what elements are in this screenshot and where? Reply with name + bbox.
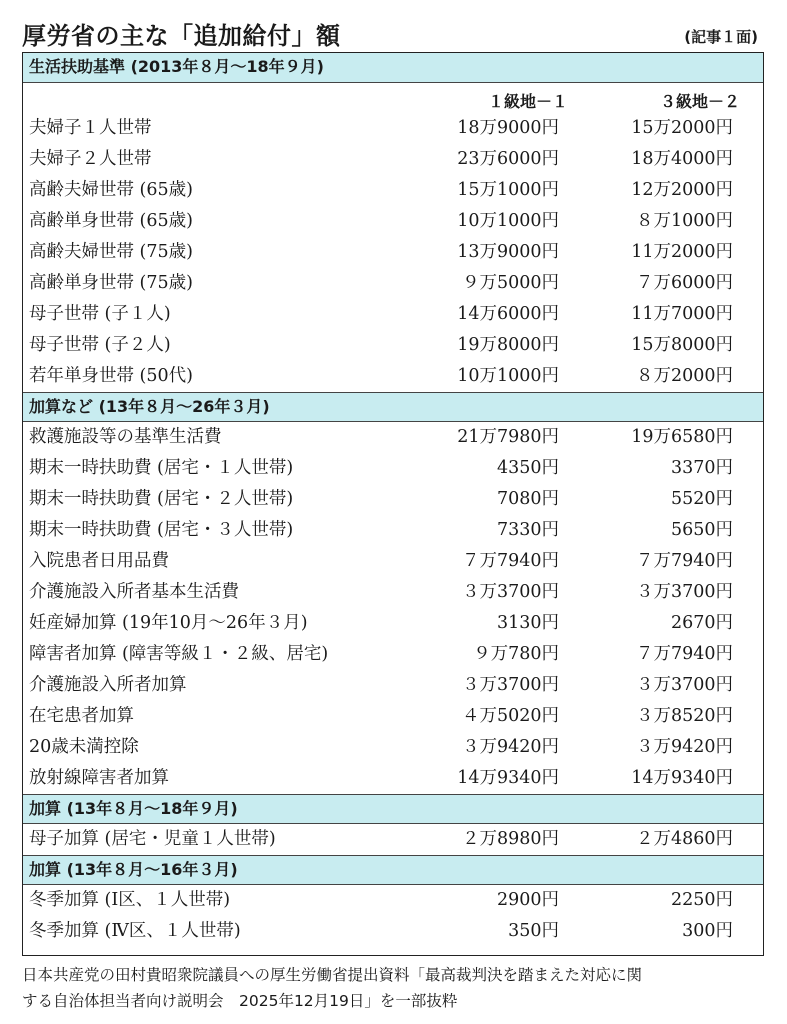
benefit-table bbox=[22, 52, 764, 956]
value-grade-3-2: ８万1000円 bbox=[635, 211, 733, 231]
value-grade-3-2: ７万7940円 bbox=[635, 551, 733, 571]
page-title: 厚労省の主な「追加給付」額 bbox=[22, 22, 341, 50]
table-row bbox=[23, 144, 763, 175]
value-grade-3-2: 3370円 bbox=[670, 458, 733, 478]
value-grade-3-2: 2670円 bbox=[670, 613, 733, 633]
value-grade-1-1: 18万9000円 bbox=[457, 118, 559, 138]
value-grade-3-2: 14万9340円 bbox=[631, 768, 733, 788]
value-grade-1-1: 3130円 bbox=[496, 613, 559, 633]
value-grade-1-1: ３万3700円 bbox=[461, 582, 559, 602]
table-row bbox=[23, 175, 763, 206]
table-row bbox=[23, 701, 763, 732]
value-grade-1-1: 13万9000円 bbox=[457, 242, 559, 262]
table-row bbox=[23, 422, 763, 453]
row-label: 介護施設入所者基本生活費 bbox=[29, 582, 239, 602]
value-grade-1-1: 350円 bbox=[508, 921, 559, 941]
value-grade-3-2: ３万9420円 bbox=[635, 737, 733, 757]
table-row bbox=[23, 763, 763, 794]
article-reference: (記事１面) bbox=[684, 28, 758, 46]
value-grade-1-1: 14万6000円 bbox=[457, 304, 559, 324]
row-label: 高齢単身世帯 (75歳) bbox=[29, 273, 193, 293]
row-label: 介護施設入所者加算 bbox=[29, 675, 187, 695]
value-grade-3-2: ２万4860円 bbox=[635, 829, 733, 849]
value-grade-3-2: 12万2000円 bbox=[631, 180, 733, 200]
row-label: 救護施設等の基準生活費 bbox=[29, 427, 222, 447]
value-grade-1-1: 23万6000円 bbox=[457, 149, 559, 169]
value-grade-1-1: 10万1000円 bbox=[457, 366, 559, 386]
table-row bbox=[23, 608, 763, 639]
row-label: 期末一時扶助費 (居宅・２人世帯) bbox=[29, 489, 294, 509]
section-heading: 加算など (13年８月～26年３月) bbox=[23, 392, 763, 422]
value-grade-3-2: 5650円 bbox=[670, 520, 733, 540]
value-grade-1-1: 10万1000円 bbox=[457, 211, 559, 231]
value-grade-3-2: 5520円 bbox=[670, 489, 733, 509]
value-grade-3-2: ８万2000円 bbox=[635, 366, 733, 386]
row-label: 高齢夫婦世帯 (75歳) bbox=[29, 242, 193, 262]
table-row bbox=[23, 824, 763, 855]
row-label: 若年単身世帯 (50代) bbox=[29, 366, 193, 386]
value-grade-1-1: ３万9420円 bbox=[461, 737, 559, 757]
column-header: １級地－１ bbox=[487, 92, 568, 111]
row-label: 夫婦子２人世帯 bbox=[29, 149, 152, 169]
row-label: 期末一時扶助費 (居宅・１人世帯) bbox=[29, 458, 294, 478]
value-grade-3-2: ３万8520円 bbox=[635, 706, 733, 726]
row-label: 母子加算 (居宅・児童１人世帯) bbox=[29, 829, 276, 849]
row-label: 在宅患者加算 bbox=[29, 706, 134, 726]
value-grade-3-2: 2250円 bbox=[670, 890, 733, 910]
table-row bbox=[23, 732, 763, 763]
row-label: 冬季加算 (Ⅳ区、１人世帯) bbox=[29, 921, 241, 941]
value-grade-3-2: 18万4000円 bbox=[631, 149, 733, 169]
value-grade-1-1: 21万7980円 bbox=[457, 427, 559, 447]
source-note bbox=[22, 962, 772, 1014]
value-grade-1-1: ３万3700円 bbox=[461, 675, 559, 695]
value-grade-1-1: ４万5020円 bbox=[461, 706, 559, 726]
value-grade-3-2: 19万6580円 bbox=[631, 427, 733, 447]
table-row bbox=[23, 299, 763, 330]
source-note-line-2: する自治体担当者向け説明会 2025年12月19日」を一部抜粋 bbox=[22, 992, 458, 1010]
value-grade-1-1: 19万8000円 bbox=[457, 335, 559, 355]
value-grade-3-2: ３万3700円 bbox=[635, 582, 733, 602]
value-grade-1-1: ９万5000円 bbox=[461, 273, 559, 293]
row-label: 20歳未満控除 bbox=[29, 737, 139, 757]
row-label: 高齢単身世帯 (65歳) bbox=[29, 211, 193, 231]
table-row bbox=[23, 546, 763, 577]
value-grade-3-2: 300円 bbox=[682, 921, 733, 941]
source-note-line-1: 日本共産党の田村貴昭衆院議員への厚生労働省提出資料「最高裁判決を踏まえた対応に関 bbox=[22, 966, 643, 984]
value-grade-3-2: 15万2000円 bbox=[631, 118, 733, 138]
row-label: 母子世帯 (子２人) bbox=[29, 335, 171, 355]
row-label: 妊産婦加算 (19年10月～26年３月) bbox=[29, 613, 308, 633]
table-row bbox=[23, 330, 763, 361]
value-grade-1-1: ２万8980円 bbox=[461, 829, 559, 849]
value-grade-1-1: 4350円 bbox=[496, 458, 559, 478]
row-label: 障害者加算 (障害等級１・２級、居宅) bbox=[29, 644, 329, 664]
header bbox=[22, 14, 762, 54]
section-heading: 加算 (13年８月～16年３月) bbox=[23, 855, 763, 885]
row-label: 入院患者日用品費 bbox=[29, 551, 169, 571]
row-label: 放射線障害者加算 bbox=[29, 768, 169, 788]
value-grade-1-1: ９万780円 bbox=[473, 644, 559, 664]
section-heading: 加算 (13年８月～18年９月) bbox=[23, 794, 763, 824]
row-label: 高齢夫婦世帯 (65歳) bbox=[29, 180, 193, 200]
row-label: 夫婦子１人世帯 bbox=[29, 118, 152, 138]
value-grade-1-1: 15万1000円 bbox=[457, 180, 559, 200]
row-label: 期末一時扶助費 (居宅・３人世帯) bbox=[29, 520, 294, 540]
value-grade-1-1: 2900円 bbox=[496, 890, 559, 910]
table-row bbox=[23, 515, 763, 546]
table-row bbox=[23, 885, 763, 916]
row-label: 冬季加算 (Ⅰ区、１人世帯) bbox=[29, 890, 231, 910]
table-row bbox=[23, 453, 763, 484]
table-row bbox=[23, 113, 763, 144]
value-grade-3-2: 11万7000円 bbox=[631, 304, 733, 324]
value-grade-3-2: ７万7940円 bbox=[635, 644, 733, 664]
table-row bbox=[23, 577, 763, 608]
table-row bbox=[23, 361, 763, 392]
value-grade-3-2: ３万3700円 bbox=[635, 675, 733, 695]
table-row bbox=[23, 237, 763, 268]
table-row bbox=[23, 670, 763, 701]
value-grade-1-1: 14万9340円 bbox=[457, 768, 559, 788]
table-row bbox=[23, 206, 763, 237]
section-heading: 生活扶助基準 (2013年８月～18年９月) bbox=[23, 53, 763, 83]
table-row bbox=[23, 639, 763, 670]
value-grade-1-1: ７万7940円 bbox=[461, 551, 559, 571]
table-row bbox=[23, 916, 763, 947]
table-row bbox=[23, 268, 763, 299]
value-grade-1-1: 7330円 bbox=[496, 520, 559, 540]
value-grade-1-1: 7080円 bbox=[496, 489, 559, 509]
column-header: ３級地－２ bbox=[659, 92, 740, 111]
value-grade-3-2: 11万2000円 bbox=[631, 242, 733, 262]
value-grade-3-2: ７万6000円 bbox=[635, 273, 733, 293]
row-label: 母子世帯 (子１人) bbox=[29, 304, 171, 324]
table-row bbox=[23, 484, 763, 515]
value-grade-3-2: 15万8000円 bbox=[631, 335, 733, 355]
